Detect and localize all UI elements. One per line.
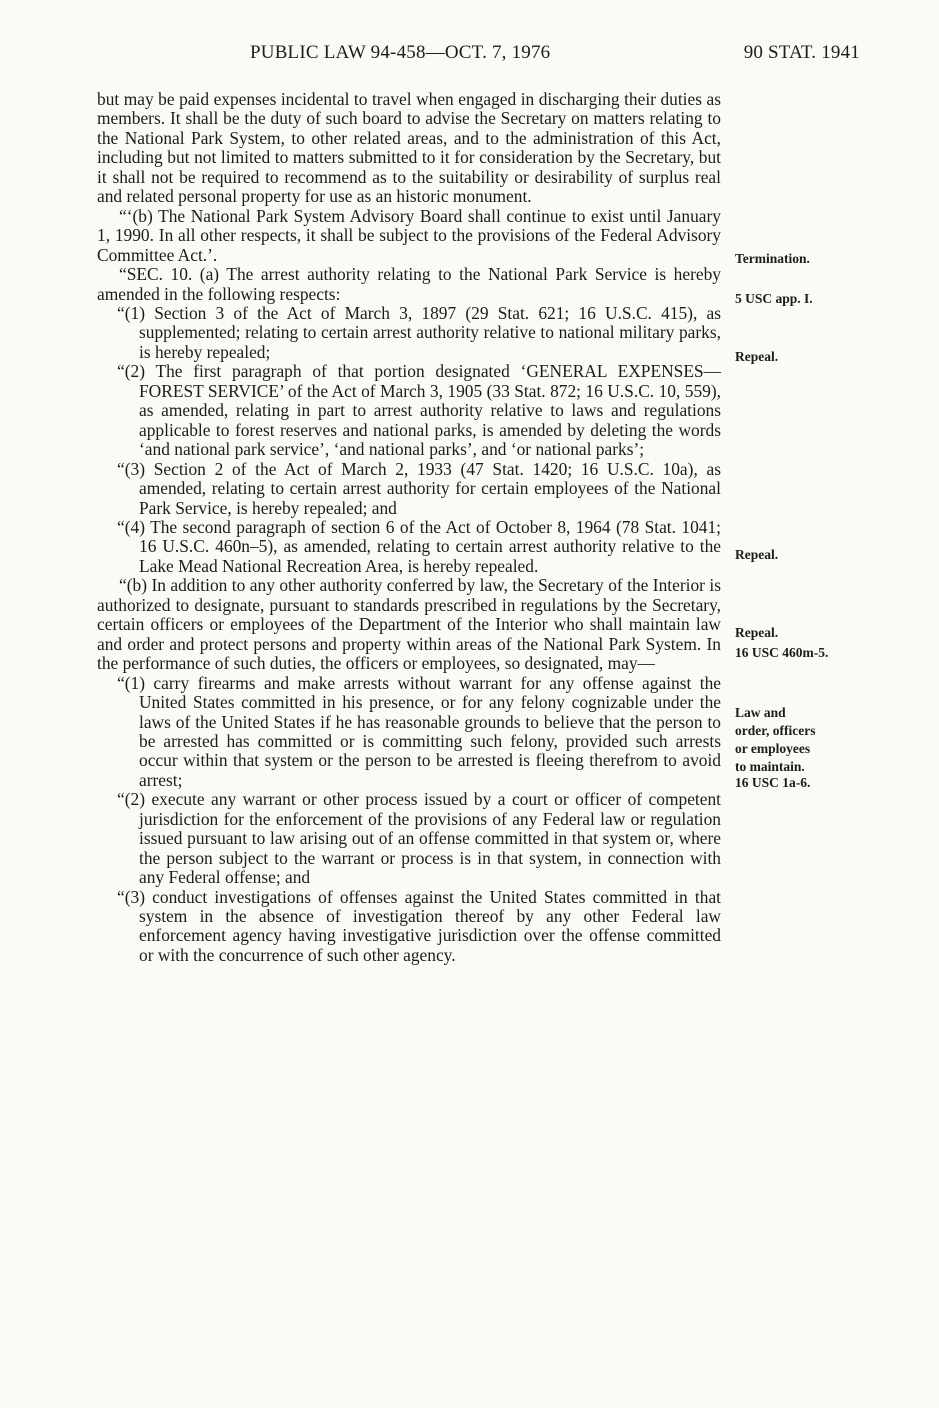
law-title: PUBLIC LAW 94-458—OCT. 7, 1976 xyxy=(250,42,551,63)
statute-page-number: 90 STAT. 1941 xyxy=(743,42,860,63)
margin-note-termination: Termination. xyxy=(735,251,810,266)
margin-note-usc-app: 5 USC app. I. xyxy=(735,291,813,306)
margin-note-law-order: order, officers xyxy=(735,723,816,738)
paragraph-sec-10a: “SEC. 10. (a) The arrest authority relating to the National Park Service is hereby amended in the following respects: xyxy=(97,264,721,304)
paragraph-sec-10b: “(b) In addition to any other authority conferred by law, the Secretary of the Interior is authorized to designate, pursuant to standards prescribed in regulations by the Secretary, certain officers or employees of the Department of the Interior who shall maintain law and order and protect persons and property within areas of the National Park System. In the performance of such duties, the officers or employees, so designated, may— xyxy=(97,575,721,674)
margin-note-law-order: Law and xyxy=(735,705,786,720)
margin-note-law-order: to maintain. xyxy=(735,759,805,774)
margin-note-repeal: Repeal. xyxy=(735,625,779,640)
paragraph-repeal-2: “(2) The first paragraph of that portion designated ‘GENERAL EXPENSES—FOREST SERVICE’ of the Act of March 3, 1905 (33 Stat. 872; 16 U.S.C. 10, 559), as amended, relating in part to arrest authority relative to laws and regulations applicable to forest reserves and national parks, is amended by deleting the words ‘and national park service’, ‘and national parks’, and ‘or national parks’; xyxy=(117,361,721,460)
margin-note-usc-1a6: 16 USC 1a-6. xyxy=(735,775,811,790)
paragraph-board-duties: but may be paid expenses incidental to travel when engaged in discharging their duties as members. It shall be the duty of such board to advise the Secretary on matters relating to the National Park System, to other related areas, and to the administration of this Act, including but not limited to matters submitted to it for consideration by the Secretary, but it shall not be required to recommend as to the suitability or desirability of surplus real and related personal property for use as an historic monument. xyxy=(97,89,721,207)
margin-note-repeal: Repeal. xyxy=(735,349,779,364)
page-header xyxy=(250,42,860,72)
paragraph-board-termination: “‘(b) The National Park System Advisory Board shall continue to exist until January 1, 1990. In all other respects, it shall be subject to the provisions of the Federal Advisory Committee Act.’. xyxy=(97,205,721,265)
margin-note-usc-460m: 16 USC 460m-5. xyxy=(735,645,829,660)
paragraph-repeal-4: “(4) The second paragraph of section 6 of the Act of October 8, 1964 (78 Stat. 1041; 16 U.S.C. 460n–5), as amended, relating to certain arrest authority relative to the Lake Mead National Recreation Area, is hereby repealed. xyxy=(117,516,721,576)
margin-note-law-order: or employees xyxy=(735,741,811,756)
paragraph-authority-3: “(3) conduct investigations of offenses against the United States committed in that system in the absence of investigation thereof by any other Federal law enforcement agency having investigative jurisdiction over the offense committed or with the concurrence of such other agency. xyxy=(117,886,721,965)
paragraph-repeal-3: “(3) Section 2 of the Act of March 2, 1933 (47 Stat. 1420; 16 U.S.C. 10a), as amended, relating to certain arrest authority for certain employees of the National Park Service, is hereby repealed; and xyxy=(117,458,721,518)
paragraph-authority-1: “(1) carry firearms and make arrests without warrant for any offense against the United States committed in his presence, or for any felony cognizable under the laws of the United States if he has reasonable grounds to believe that the person to be arrested has committed or is committing such felony, provided such arrests occur within that system or the person to be arrested is fleeing therefrom to avoid arrest; xyxy=(117,672,721,790)
paragraph-authority-2: “(2) execute any warrant or other process issued by a court or officer of competent jurisdiction for the enforcement of the provisions of any Federal law or regulation issued pursuant to law arising out of an offense committed in that system or, where the person subject to the warrant or process is in that system, in connection with any Federal offense; and xyxy=(117,789,721,888)
margin-note-repeal: Repeal. xyxy=(735,547,779,562)
paragraph-repeal-1: “(1) Section 3 of the Act of March 3, 1897 (29 Stat. 621; 16 U.S.C. 415), as supplemented; relating to certain arrest authority relative to national military parks, is hereby repealed; xyxy=(117,302,721,362)
law-body-text xyxy=(97,90,721,965)
